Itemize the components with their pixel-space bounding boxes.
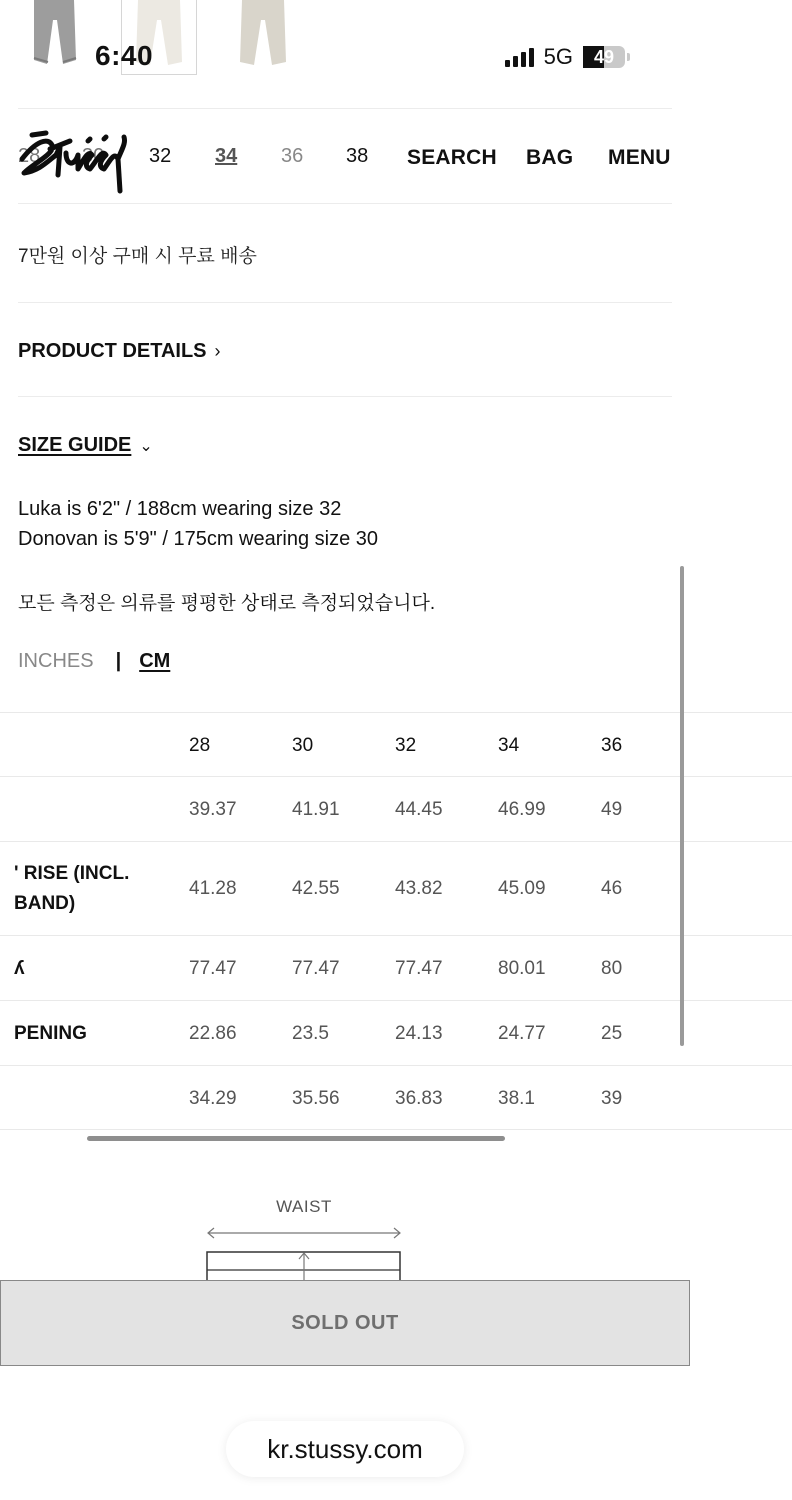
pants-measurement-diagram: [200, 1220, 410, 1282]
product-details-label: PRODUCT DETAILS: [18, 340, 207, 362]
size-table-scroll-content: [0, 712, 792, 1130]
unit-inches-button[interactable]: INCHES: [18, 650, 94, 672]
table-cell: 24.77: [498, 1023, 546, 1044]
table-row: [0, 935, 792, 1000]
size-guide-label: SIZE GUIDE: [18, 434, 132, 456]
divider: [18, 203, 672, 204]
table-cell: 35.56: [292, 1088, 340, 1109]
table-cell: 39.37: [189, 799, 237, 820]
chevron-down-icon: ⌄: [139, 437, 153, 455]
diagram-waist-label: WAIST: [276, 1197, 332, 1216]
size-link-28[interactable]: 28: [18, 145, 41, 167]
size-guide-toggle[interactable]: [18, 434, 153, 457]
shipping-note: 7만원 이상 구매 시 무료 배송: [18, 246, 257, 267]
site-header: [0, 115, 690, 205]
column-header-30: 30: [292, 735, 314, 756]
model-donovan: Donovan is 5'9" / 175cm wearing size 30: [18, 528, 378, 550]
signal-icon: [505, 47, 534, 67]
unit-cm-button[interactable]: CM: [139, 650, 171, 672]
row-label-front-rise: ' RISE (INCL.: [14, 863, 130, 884]
table-cell: 43.82: [395, 878, 443, 899]
battery-icon: [583, 46, 630, 68]
bag-link[interactable]: BAG: [526, 146, 574, 169]
table-row: [0, 841, 792, 935]
table-cell: 77.47: [395, 958, 443, 979]
table-cell: 39: [601, 1088, 623, 1109]
table-cell: 45.09: [498, 878, 546, 899]
table-cell: 49: [601, 799, 623, 820]
table-cell: 36.83: [395, 1088, 443, 1109]
table-cell: 42.55: [292, 878, 340, 899]
table-cell: 46: [601, 878, 623, 899]
size-table[interactable]: [14, 712, 623, 1130]
model-luka: Luka is 6'2" / 188cm wearing size 32: [18, 498, 342, 520]
table-cell: 77.47: [292, 958, 340, 979]
column-header-28: 28: [189, 735, 211, 756]
status-time: 6:40: [95, 40, 154, 71]
measurement-note: 모든 측정은 의류를 평평한 상태로 측정되었습니다.: [18, 593, 436, 614]
table-horizontal-scrollbar[interactable]: [87, 1136, 505, 1141]
divider: [18, 396, 672, 397]
column-header-32: 32: [395, 735, 417, 756]
battery-percent: 49: [593, 46, 615, 67]
sold-out-button[interactable]: SOLD OUT: [0, 1280, 690, 1366]
model-fit-info: [18, 494, 378, 554]
page-vertical-scrollbar[interactable]: [680, 566, 684, 1046]
table-cell: 77.47: [189, 958, 237, 979]
product-details-toggle[interactable]: [18, 340, 221, 363]
menu-link[interactable]: MENU: [608, 146, 671, 169]
table-cell: 22.86: [189, 1023, 237, 1044]
table-cell: 24.13: [395, 1023, 443, 1044]
table-row: [0, 776, 792, 841]
row-label-inseam: ʎ: [14, 958, 25, 979]
table-cell: 34.29: [189, 1088, 237, 1109]
unit-toggle: [18, 650, 170, 673]
table-header-row: [0, 712, 792, 776]
table-cell: 41.91: [292, 799, 340, 820]
table-row: [0, 1000, 792, 1065]
thumbnail-grey-pants[interactable]: [22, 0, 90, 75]
chevron-right-icon: ›: [214, 341, 221, 361]
size-link-36[interactable]: 36: [281, 145, 304, 167]
network-label: 5G: [543, 44, 573, 69]
table-cell: 80.01: [498, 958, 546, 979]
column-header-36: 36: [601, 735, 623, 756]
row-label-front-rise-line2: BAND): [14, 893, 76, 914]
stussy-logo[interactable]: [16, 119, 128, 197]
divider: [18, 108, 672, 109]
table-row: [0, 1065, 792, 1130]
table-cell: 41.28: [189, 878, 237, 899]
status-indicators: [505, 44, 630, 70]
divider: [18, 302, 672, 303]
table-cell: 23.5: [292, 1023, 329, 1044]
unit-separator: |: [115, 650, 122, 672]
size-link-34-current[interactable]: 34: [215, 145, 238, 167]
search-link[interactable]: SEARCH: [407, 146, 497, 169]
table-cell: 80: [601, 958, 623, 979]
row-label-leg-opening: PENING: [14, 1023, 87, 1044]
table-cell: 25: [601, 1023, 623, 1044]
table-cell: 44.45: [395, 799, 443, 820]
browser-url-bar[interactable]: kr.stussy.com: [226, 1421, 464, 1477]
thumbnail-beige-pants[interactable]: [226, 0, 302, 75]
table-cell: 38.1: [498, 1088, 535, 1109]
column-header-34: 34: [498, 735, 520, 756]
size-link-30[interactable]: 30: [82, 145, 105, 167]
table-cell: 46.99: [498, 799, 546, 820]
size-link-32[interactable]: 32: [149, 145, 172, 167]
size-link-38[interactable]: 38: [346, 145, 369, 167]
